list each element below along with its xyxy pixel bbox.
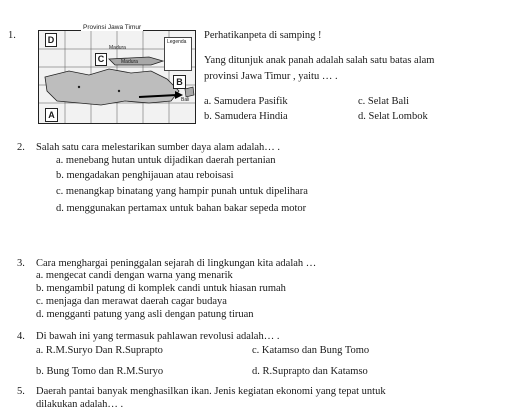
question-1-line-2: provinsi Jawa Timur , yaitu … . (204, 71, 338, 82)
question-5-stem-line-2: dilakukan adalah… . (36, 399, 124, 410)
map-bali-label: Bali (181, 97, 190, 103)
question-4-option-b: b. Bung Tomo dan R.M.Suryo (36, 366, 164, 377)
map-label-b: B (173, 75, 186, 89)
question-2-option-b: b. mengadakan penghijauan atau reboisasi (56, 170, 234, 181)
east-java-map (38, 24, 196, 124)
question-2-option-c: c. menangkap binatang yang hampir punah untuk dipelihara (56, 186, 308, 197)
question-3-option-b: b. mengambil patung di komplek candi untuk hiasan rumah (36, 283, 286, 294)
question-2-option-d: d. menggunakan pertamax untuk bahan bakar sepeda motor (56, 203, 307, 214)
map-title: Provinsi Jawa Timur (83, 24, 142, 31)
question-1-option-d: d. Selat Lombok (358, 111, 428, 122)
question-2-number: 2. (17, 142, 25, 153)
question-3-option-a: a. mengecat candi dengan warna yang menarik (36, 270, 233, 281)
question-3-stem: Cara menghargai peninggalan sejarah di lingkungan kita adalah … (36, 258, 317, 269)
question-1-option-c: c. Selat Bali (358, 96, 410, 107)
question-4-option-c: c. Katamso dan Bung Tomo (252, 345, 370, 356)
map-legend-title: Legenda (167, 39, 187, 45)
question-1-line-1: Yang ditunjuk anak panah adalah salah satu batas alam (204, 55, 435, 66)
map-island-label: Madura (121, 59, 138, 65)
question-4-option-d: d. R.Suprapto dan Katamso (252, 366, 368, 377)
map-legend (164, 37, 192, 71)
question-5-stem-line-1: Daerah pantai banyak menghasilkan ikan. Jenis kegiatan ekonomi yang tepat untuk (36, 386, 386, 397)
question-1-number: 1. (8, 30, 16, 41)
question-5-number: 5. (17, 386, 25, 397)
question-1-option-a: a. Samudera Pasifik (204, 96, 288, 107)
question-3-number: 3. (17, 258, 25, 269)
question-2-stem: Salah satu cara melestarikan sumber daya alam adalah… . (36, 142, 281, 153)
map-label-d: D (45, 33, 57, 47)
question-3-option-d: d. mengganti patung yang asli dengan patung tiruan (36, 309, 254, 320)
map-label-c: C (95, 53, 107, 66)
map-sea-label: Madura (109, 45, 126, 51)
question-2-option-a: a. menebang hutan untuk dijadikan daerah pertanian (56, 155, 276, 166)
question-4-stem: Di bawah ini yang termasuk pahlawan revolusi adalah… . (36, 331, 280, 342)
question-3-option-c: c. menjaga dan merawat daerah cagar budaya (36, 296, 227, 307)
question-4-option-a: a. R.M.Suryo Dan R.Suprapto (36, 345, 163, 356)
question-1-option-b: b. Samudera Hindia (204, 111, 288, 122)
map-label-a: A (45, 108, 58, 122)
question-4-number: 4. (17, 331, 25, 342)
question-1-intro: Perhatikanpeta di samping ! (204, 30, 322, 41)
